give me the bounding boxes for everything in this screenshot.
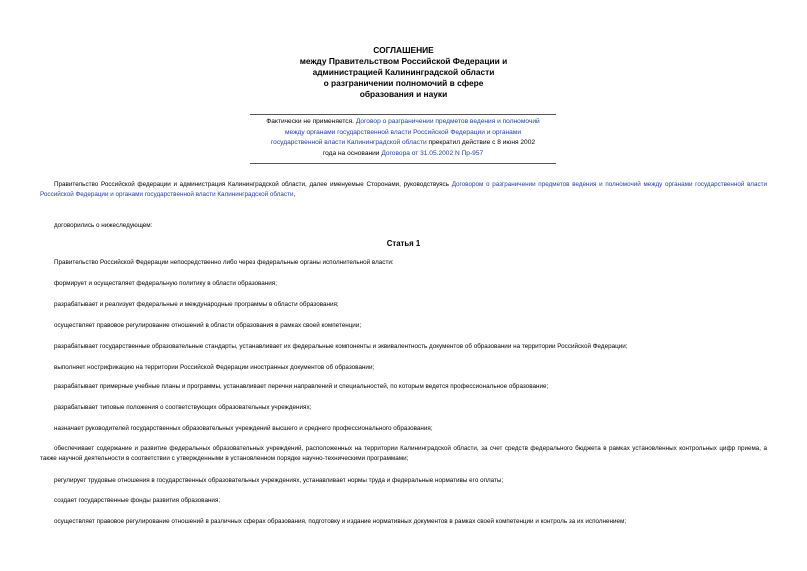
preamble-paragraph: [40, 180, 767, 200]
title-line: администрацией Калининградской области: [312, 67, 495, 77]
termination-treaty-link[interactable]: Договора от 31.05.2002 N Пр-957: [381, 149, 484, 157]
article-paragraph: выполняет нострификацию на территории Российской Федерации иностранных документов об образовании;: [54, 364, 375, 371]
status-note: [250, 117, 556, 159]
article-paragraph: осуществляет правовое регулирование отношений в различных сферах образования, подготовку и издание нормативных документов в рамках своей компетенции и контроль за их исполнением;: [54, 518, 627, 525]
article-paragraph: разрабатывает типовые положения о соответствующих образовательных учреждениях;: [54, 404, 312, 411]
preamble-text: Правительство Российской федерации и администрация Калининградской области, далее именуемые Сторонами, руководствуясь: [54, 181, 449, 188]
title-line: между Правительством Российской Федерации и: [299, 56, 508, 66]
note-bottom-divider: [250, 163, 556, 164]
document-title: [0, 45, 807, 100]
title-line: СОГЛАШЕНИЕ: [373, 45, 434, 55]
article-paragraph: Правительство Российской Федерации непосредственно либо через федеральные органы исполнительной власти:: [54, 259, 394, 266]
article-paragraph: формирует и осуществляет федеральную политику в области образования;: [54, 280, 277, 287]
article-paragraph: обеспечивает содержание и развитие федеральных образовательных учреждений, расположенных на территории Калининградской области, за счет средств федерального бюджета в рамках установленных контрольных цифр приема, а также научной деятельности в соответствии с утвержденными в установленном порядке научно-техническими программами;: [40, 445, 767, 462]
article-paragraph: регулирует трудовые отношения в государственных образовательных учреждениях, устанавливает нормы труда и федеральные нормативы его оплаты;: [54, 477, 504, 484]
preamble-end: ,: [293, 191, 296, 198]
treaty-link[interactable]: Договор о разграничении предметов ведения и полномочий: [355, 118, 540, 125]
article-paragraph: осуществляет правовое регулирование отношений в области образования в рамках своей компетенции;: [54, 322, 362, 329]
article-paragraph: создает государственные фонды развития образования;: [54, 497, 221, 504]
article-heading: Статья 1: [386, 239, 421, 248]
title-line: образования и науки: [359, 89, 448, 99]
article-paragraph: разрабатывает государственные образовательные стандарты, устанавливает их федеральные компоненты и эквивалентность документов об образовании на территории Российской Федерации;: [54, 343, 628, 350]
agreed-paragraph: договорились о нижеследующем:: [54, 222, 153, 229]
preamble-treaty-link[interactable]: Договором о разграничении предметов ведения и полномочий между органами государственной власти Российской Федерации и органами государственной власти Калининградской области: [40, 181, 767, 198]
article-paragraph: разрабатывает и реализует федеральные и международные программы в области образования;: [54, 301, 339, 308]
note-status-text: прекратил действие с 8 июня 2002: [428, 139, 536, 146]
title-line: о разграничении полномочий в сфере: [323, 78, 484, 88]
note-prefix: Фактически не применяется.: [266, 118, 354, 125]
article-paragraph: разрабатывает примерные учебные планы и программы, устанавливает перечни направлений и специальностей, по которым ведется профессиональное образование;: [54, 383, 549, 390]
note-top-divider: [250, 114, 556, 115]
treaty-link[interactable]: между органами государственной власти Российской Федерации и органами: [284, 128, 522, 136]
treaty-link[interactable]: государственной власти Калининградской области: [270, 139, 427, 146]
note-basis-text: года на основании: [322, 149, 380, 157]
article-paragraph: назначает руководителей государственных образовательных учреждений высшего и среднего профессионального образования;: [54, 425, 433, 432]
